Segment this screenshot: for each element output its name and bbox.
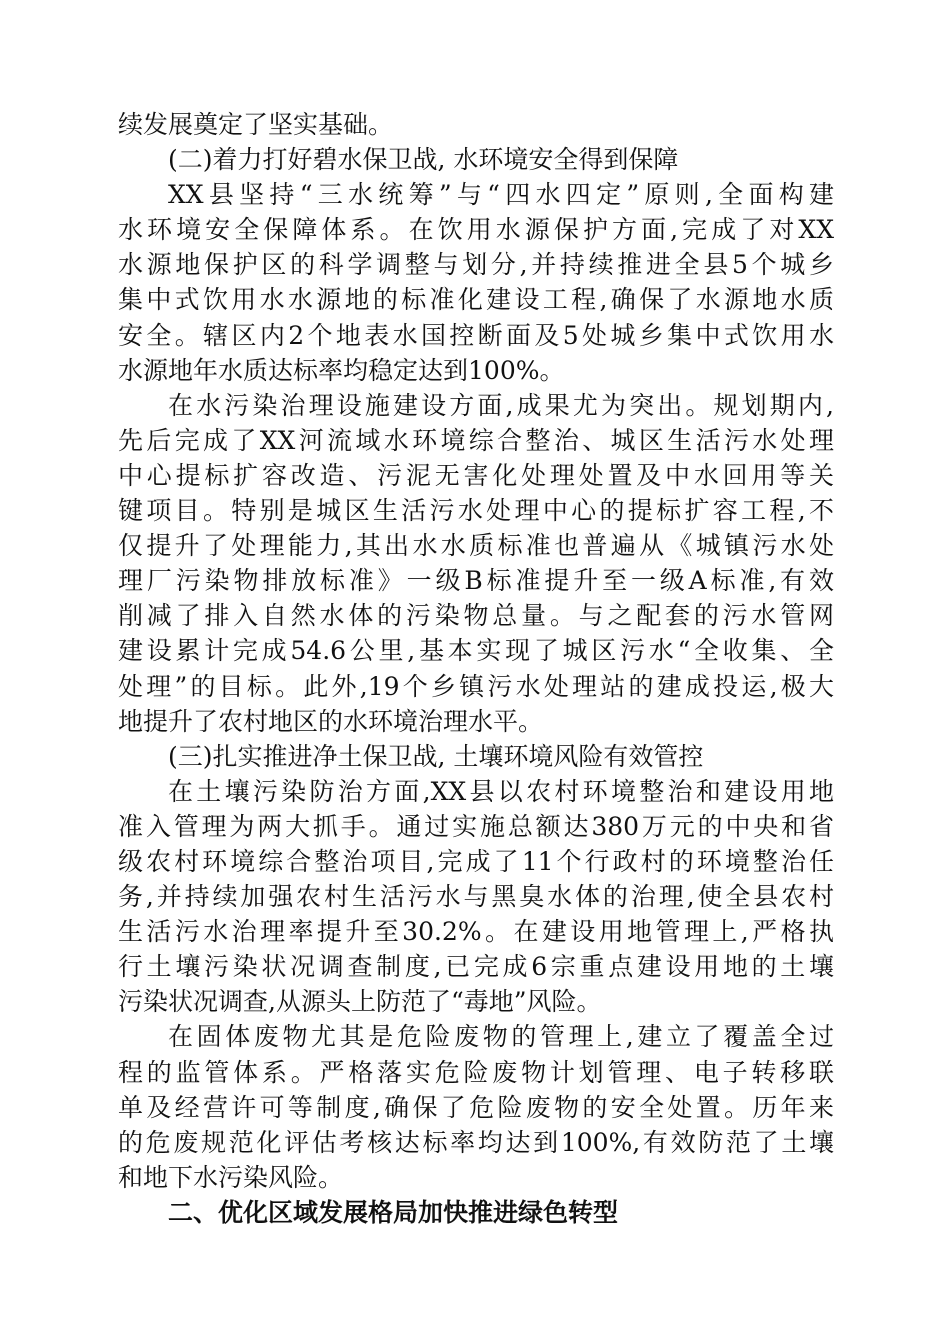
paragraph-line: 在土壤污染防治方面,XX县以农村环境整治和建设用地 <box>168 776 834 806</box>
paragraph-line: 和地下水污染风险。 <box>118 1162 344 1192</box>
document-page <box>118 107 834 1230</box>
paragraph-line: 在固体废物尤其是危险废物的管理上,建立了覆盖全过 <box>168 1022 834 1052</box>
paragraph-line: 削减了排入自然水体的污染物总量。与之配套的污水管网 <box>118 601 834 631</box>
paragraph <box>118 177 834 388</box>
paragraph-line: 级农村环境综合整治项目,完成了11个行政村的环境整治任 <box>118 846 834 876</box>
paragraph-line: 续发展奠定了坚实基础。 <box>118 110 394 139</box>
paragraph-line: 行土壤污染状况调查制度,已完成6宗重点建设用地的土壤 <box>118 952 834 982</box>
paragraph-line: XX县坚持“三水统筹”与“四水四定”原则,全面构建 <box>168 180 834 210</box>
paragraph-line: 中心提标扩容改造、污泥无害化处理处置及中水回用等关 <box>118 460 834 490</box>
paragraph-line: 单及经营许可等制度,确保了危险废物的安全处置。历年来 <box>118 1092 834 1122</box>
paragraph-line: 键项目。特别是城区生活污水处理中心的提标扩容工程,不 <box>118 496 834 526</box>
paragraph <box>118 1019 834 1194</box>
paragraph <box>118 774 834 1020</box>
paragraph-line: 先后完成了XX河流域水环境综合整治、城区生活污水处理 <box>118 425 834 455</box>
paragraph-line: 建设累计完成54.6公里,基本实现了城区污水“全收集、全 <box>118 636 834 666</box>
section-subheading <box>118 739 834 774</box>
heading-text: (二)着力打好碧水保卫战, 水环境安全得到保障 <box>168 145 679 175</box>
paragraph <box>118 107 834 142</box>
paragraph-line: 务,并持续加强农村生活污水与黑臭水体的治理,使全县农村 <box>118 882 834 912</box>
paragraph-line: 准入管理为两大抓手。通过实施总额达380万元的中央和省 <box>118 811 834 841</box>
paragraph <box>118 388 834 739</box>
paragraph-line: 在水污染治理设施建设方面,成果尤为突出。规划期内, <box>168 390 834 420</box>
paragraph-line: 的危废规范化评估考核达标率均达到100%,有效防范了土壤 <box>118 1127 834 1157</box>
heading-text: (三)扎实推进净土保卫战, 土壤环境风险有效管控 <box>168 741 704 771</box>
paragraph-line: 处理”的目标。此外,19个乡镇污水处理站的建成投运,极大 <box>118 671 834 701</box>
paragraph-line: 程的监管体系。严格落实危险废物计划管理、电子转移联 <box>118 1057 834 1087</box>
paragraph-line: 生活污水治理率提升至30.2%。在建设用地管理上,严格执 <box>118 917 834 947</box>
paragraph-line: 集中式饮用水水源地的标准化建设工程,确保了水源地水质 <box>118 285 834 315</box>
paragraph-line: 理厂污染物排放标准》一级B标准提升至一级A标准,有效 <box>118 566 834 596</box>
paragraph-line: 水源地年水质达标率均稳定达到100%。 <box>118 355 565 385</box>
section-subheading <box>118 142 834 177</box>
paragraph-line: 水环境安全保障体系。在饮用水源保护方面,完成了对XX <box>118 215 834 245</box>
paragraph-line: 污染状况调查,从源头上防范了“毒地”风险。 <box>118 987 602 1017</box>
paragraph-line: 仅提升了处理能力,其出水水质标准也普遍从《城镇污水处 <box>118 531 834 561</box>
paragraph-line: 安全。辖区内2个地表水国控断面及5处城乡集中式饮用水 <box>118 320 834 350</box>
section-heading <box>118 1195 834 1230</box>
paragraph-line: 水源地保护区的科学调整与划分,并持续推进全县5个城乡 <box>118 250 834 280</box>
heading-text: 二、优化区域发展格局加快推进绿色转型 <box>168 1197 619 1227</box>
paragraph-line: 地提升了农村地区的水环境治理水平。 <box>118 706 544 736</box>
